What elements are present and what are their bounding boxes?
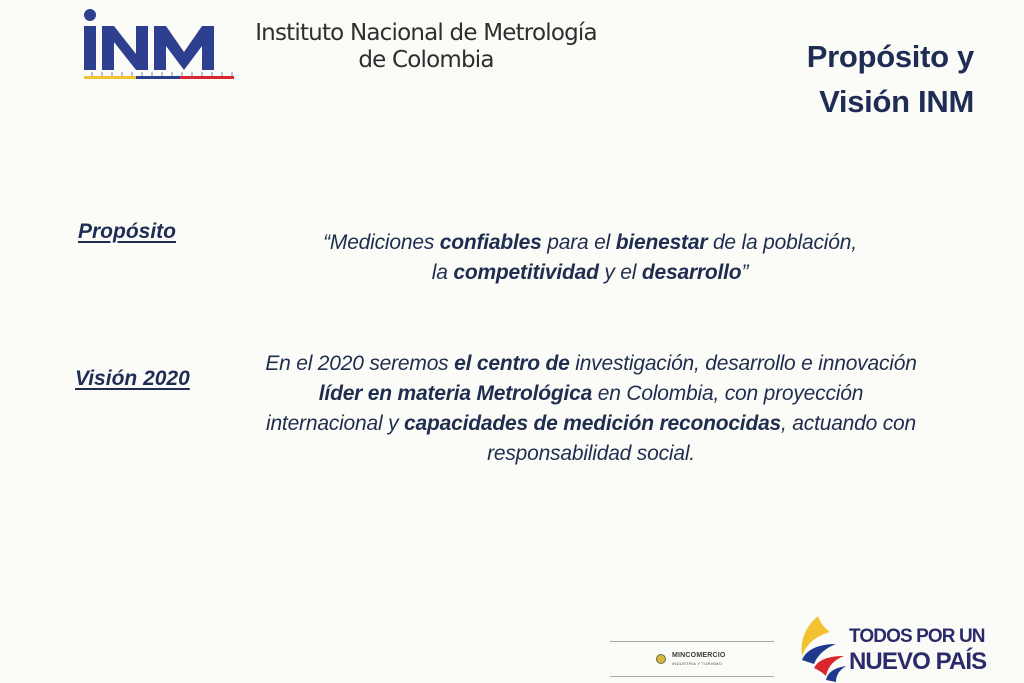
slide-title bbox=[714, 34, 974, 124]
proposito-line-2 bbox=[250, 258, 930, 288]
emphasis-text: el centro de bbox=[454, 352, 570, 375]
statement-text: “Mediciones bbox=[323, 231, 440, 254]
statement-text: para el bbox=[541, 231, 616, 254]
inm-logo bbox=[82, 8, 602, 88]
statement-text: ” bbox=[741, 261, 749, 284]
slogan-line2: NUEVO PAÍS bbox=[849, 648, 987, 675]
vision-line-1 bbox=[246, 349, 936, 379]
statement-text: en Colombia, con proyección bbox=[592, 382, 864, 405]
slide-title-line1: Propósito y bbox=[806, 39, 974, 74]
statement-text: En el 2020 seremos bbox=[265, 352, 455, 375]
statement-text: investigación, desarrollo e innovación bbox=[569, 352, 917, 375]
emphasis-text: capacidades de medición reconocidas bbox=[404, 412, 782, 435]
vision-line-2 bbox=[246, 379, 936, 409]
institute-name-line2: de Colombia bbox=[358, 47, 494, 73]
mincomercio-subtitle: INDUSTRIA Y TURISMO bbox=[672, 661, 723, 666]
government-logo bbox=[796, 612, 986, 683]
emphasis-text: desarrollo bbox=[641, 261, 742, 284]
mincomercio-name: MINCOMERCIO bbox=[672, 652, 726, 659]
vision-label: Visión 2020 bbox=[75, 367, 190, 390]
statement-text: y el bbox=[598, 261, 642, 284]
statement-text: internacional y bbox=[265, 412, 405, 435]
statement-text: de la población, bbox=[707, 231, 857, 254]
vision-line-4 bbox=[246, 439, 936, 469]
emphasis-text: competitividad bbox=[453, 261, 599, 284]
statement-text: responsabilidad social. bbox=[487, 442, 695, 465]
coat-of-arms-icon bbox=[656, 654, 666, 664]
emphasis-text: líder en materia Metrológica bbox=[318, 382, 593, 405]
proposito-line-1 bbox=[250, 228, 930, 258]
slide-title-line2: Visión INM bbox=[819, 84, 974, 119]
emphasis-text: confiables bbox=[439, 231, 542, 254]
institute-name-line1: Instituto Nacional de Metrología bbox=[255, 20, 597, 46]
proposito-statement bbox=[250, 228, 930, 288]
institute-name bbox=[246, 20, 606, 74]
emphasis-text: bienestar bbox=[615, 231, 708, 254]
vision-statement bbox=[246, 349, 936, 469]
inm-logo-mark bbox=[82, 8, 242, 86]
statement-text: , actuando con bbox=[781, 412, 917, 435]
mincomercio-logo bbox=[610, 641, 774, 677]
slogan-line1: TODOS POR UN bbox=[849, 626, 985, 647]
flag-swoosh-icon bbox=[796, 614, 848, 683]
statement-text: la bbox=[431, 261, 454, 284]
vision-line-3 bbox=[246, 409, 936, 439]
proposito-label: Propósito bbox=[78, 220, 176, 243]
